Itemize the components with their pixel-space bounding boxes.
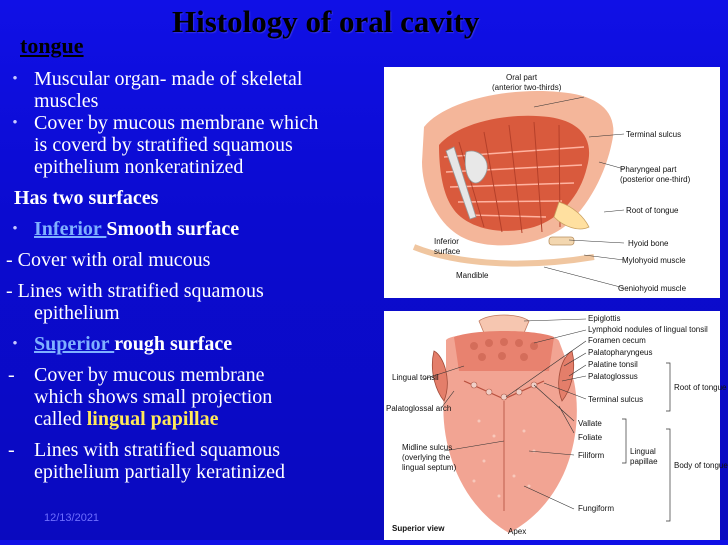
label-lingual-papillae: Lingual: [630, 447, 656, 456]
footer-date: 12/13/2021: [44, 512, 100, 524]
bullet-icon: •: [12, 115, 18, 131]
label-superior-view: Superior view: [392, 524, 445, 533]
label-lingual-papillae-2: papillae: [630, 457, 658, 466]
superior-link[interactable]: Superior: [34, 333, 115, 355]
inferior-link[interactable]: Inferior: [34, 218, 107, 240]
label-terminal-sulcus: Terminal sulcus: [626, 130, 682, 139]
bullet-line-cont: is coverd by stratified squamous: [34, 134, 293, 156]
label-terminal-sulcus: Terminal sulcus: [588, 395, 644, 404]
dash-icon: -: [8, 439, 15, 461]
label-palatoglossus: Palatoglossus: [588, 372, 638, 381]
dash-line: - Lines with stratified squamous: [6, 280, 264, 302]
label-midline-sulcus: Midline sulcus: [402, 443, 453, 452]
label-foramen-cecum: Foramen cecum: [588, 336, 646, 345]
bullet-content: [6, 68, 390, 483]
label-midline-sulcus-2: (overlying the: [402, 453, 451, 462]
label-palatine-tonsil: Palatine tonsil: [588, 360, 638, 369]
label-oral-part-sub: (anterior two-thirds): [492, 83, 562, 92]
bullet-line: • Inferior Smooth surface: [6, 218, 390, 240]
label-hyoid-bone: Hyoid bone: [628, 239, 669, 248]
dash-icon: -: [8, 364, 15, 386]
tongue-sagittal-figure: [384, 67, 720, 298]
bullet-line: • Muscular organ- made of skeletal: [6, 68, 390, 90]
superior-illustration: [384, 311, 720, 540]
label-filiform: Filiform: [578, 451, 605, 460]
label-geniohyoid: Geniohyoid muscle: [618, 284, 687, 293]
label-root-of-tongue: Root of tongue: [674, 383, 727, 392]
label-vallate: Vallate: [578, 419, 602, 428]
label-body-of-tongue: Body of tongue: [674, 461, 728, 470]
bullet-line: • Cover by mucous membrane which: [6, 112, 390, 134]
label-midline-sulcus-3: lingual septum): [402, 463, 457, 472]
label-mylohyoid: Mylohyoid muscle: [622, 256, 686, 265]
dash-line-cont: which shows small projection: [34, 386, 273, 408]
label-oral-part: Oral part: [506, 73, 538, 82]
bullet-icon: •: [12, 336, 18, 352]
slide-title: Histology of oral cavity: [172, 4, 480, 39]
dash-line-cont: epithelium: [34, 302, 120, 324]
label-inferior: Inferior: [434, 237, 459, 246]
label-epiglottis: Epiglottis: [588, 314, 621, 323]
slide-subtitle: tongue: [20, 33, 84, 58]
label-palatopharyngeus: Palatopharyngeus: [588, 348, 653, 357]
dash-line: - Cover by mucous membrane: [8, 364, 265, 386]
label-fungiform: Fungiform: [578, 504, 615, 513]
label-pharyngeal-part: Pharyngeal part: [620, 165, 677, 174]
dash-line: - Cover with oral mucous: [6, 249, 211, 271]
dash-line-cont: epithelium partially keratinized: [34, 461, 286, 483]
bullet-icon: •: [12, 71, 18, 87]
label-root-of-tongue: Root of tongue: [626, 206, 679, 215]
label-foliate: Foliate: [578, 433, 603, 442]
dash-line-cont: called lingual papillae: [34, 408, 219, 430]
bullet-line: • Superior rough surface: [6, 333, 390, 355]
label-pharyngeal-part-sub: (posterior one-third): [620, 175, 691, 184]
tongue-superior-figure: [384, 311, 728, 540]
bullet-icon: •: [12, 221, 18, 237]
dash-line: - Lines with stratified squamous: [8, 439, 281, 461]
label-apex: Apex: [508, 527, 527, 536]
lingual-papillae-highlight: lingual papillae: [86, 408, 219, 430]
label-palatoglossal-arch: Palatoglossal arch: [386, 404, 452, 413]
label-mandible: Mandible: [456, 271, 489, 280]
bullet-line-cont: epithelium nonkeratinized: [34, 156, 244, 178]
bullet-line-cont: muscles: [34, 90, 99, 112]
label-inferior-surface: surface: [434, 247, 461, 256]
heading-line: Has two surfaces: [14, 187, 159, 209]
label-lymphoid-nodules: Lymphoid nodules of lingual tonsil: [588, 325, 708, 334]
label-lingual-tonsil: Lingual tonsil: [392, 373, 439, 382]
